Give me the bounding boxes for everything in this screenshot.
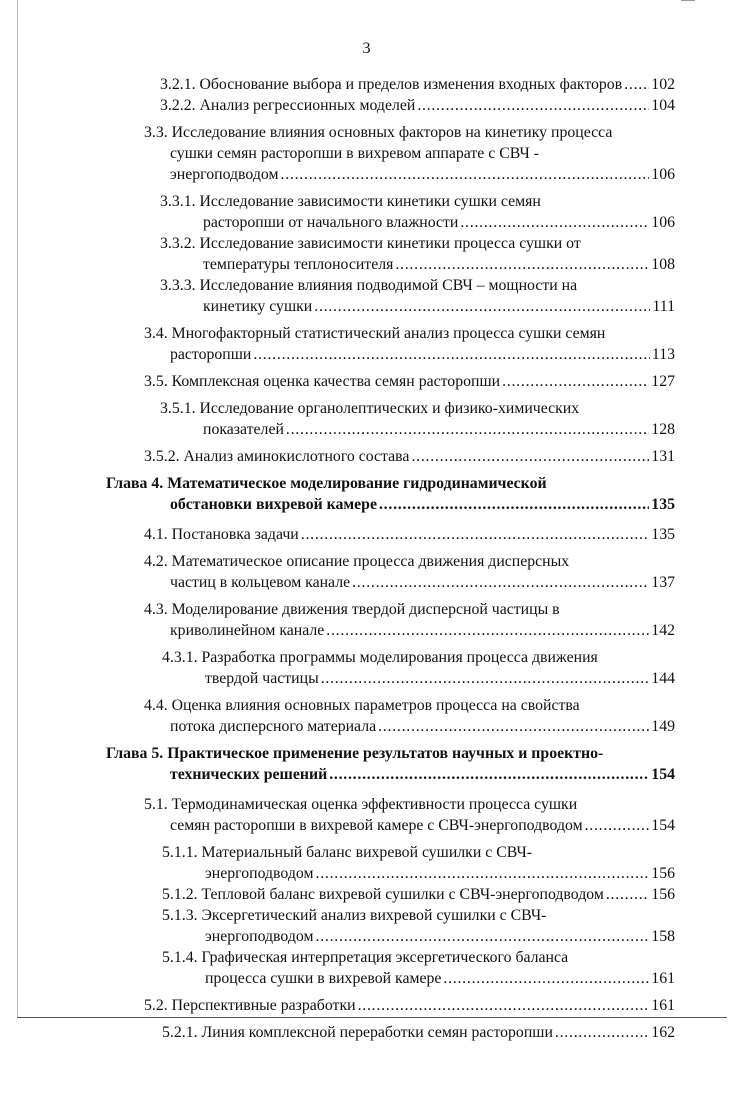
toc-page-number: 142	[651, 622, 675, 639]
toc-entry-3-5-2	[100, 446, 675, 467]
scan-corner-mark	[681, 0, 695, 1]
dot-leader	[417, 95, 649, 116]
toc-page-number: 161	[651, 970, 675, 987]
dot-leader	[606, 884, 649, 905]
toc-entry-4-3	[100, 599, 675, 641]
toc-entry-4-1	[100, 524, 675, 545]
toc-entry-3-2-2	[100, 95, 675, 116]
toc-entry-title: расторопши от начального влажности	[203, 214, 459, 231]
toc-entry-5-2-1	[100, 1022, 675, 1043]
toc-entry-title: криволинейном канале	[170, 622, 325, 639]
toc-entry-title: процесса сушки в вихревой камере	[205, 970, 442, 987]
toc-entry-3-3	[100, 122, 675, 185]
toc-page-number: 111	[652, 298, 675, 315]
dot-leader	[352, 572, 649, 593]
toc-entry-5-1-2	[100, 884, 675, 905]
toc-page-number: 102	[651, 76, 675, 93]
toc-page-number: 137	[651, 574, 675, 591]
dot-leader	[286, 419, 649, 440]
toc-page-number: 127	[651, 373, 675, 390]
toc-entry-title: 5.1.2. Тепловой баланс вихревой сушилки с СВЧ-энергоподводом	[162, 886, 604, 903]
toc-entry-4-3-1	[100, 647, 675, 689]
toc-entry-title-line: 3.4. Многофакторный статистический анализ процесса сушки семян	[144, 325, 606, 342]
toc-entry-title: показателей	[203, 421, 284, 438]
toc-entry-title-line: 3.5.1. Исследование органолептических и физико-химических	[160, 400, 580, 417]
dot-leader	[281, 164, 650, 185]
dot-leader	[321, 668, 650, 689]
toc-entry-title: 3.2.1. Обоснование выбора и пределов изменения входных факторов	[160, 76, 623, 93]
dot-leader	[460, 212, 649, 233]
toc-entry-title: кинетику сушки	[203, 298, 313, 315]
dot-leader	[555, 1022, 649, 1043]
table-of-contents	[100, 74, 675, 1043]
toc-page-number: 162	[651, 1024, 675, 1041]
toc-page-number: 106	[651, 166, 675, 183]
toc-chapter-4	[100, 473, 675, 515]
toc-entry-title: 4.1. Постановка задачи	[144, 526, 299, 543]
toc-entry-title: энергоподводом	[170, 166, 279, 183]
toc-chapter-title: технических решений	[170, 766, 328, 783]
toc-entry-title: 3.5.2. Анализ аминокислотного состава	[144, 448, 410, 465]
dot-leader	[378, 716, 649, 737]
dot-leader	[443, 968, 649, 989]
toc-entry-title-line: 4.3.1. Разработка программы моделирования процесса движения	[162, 649, 598, 666]
toc-entry-3-5	[100, 371, 675, 392]
scan-left-edge	[17, 0, 18, 1017]
toc-page-number: 149	[651, 718, 675, 735]
toc-page-number: 113	[651, 346, 675, 363]
toc-page-number: 158	[651, 928, 675, 945]
toc-entry-3-3-1	[100, 191, 675, 233]
toc-chapter-title-line: Глава 5. Практическое применение результатов научных и проектно-	[106, 745, 604, 762]
toc-entry-5-1-1	[100, 842, 675, 884]
dot-leader	[253, 344, 650, 365]
dot-leader	[624, 74, 649, 95]
dot-leader	[411, 446, 649, 467]
toc-entry-title-line: сушки семян расторопши в вихревом аппарате с СВЧ -	[170, 145, 539, 162]
toc-entry-title: семян расторопши в вихревой камере с СВЧ-энергоподводом	[170, 817, 583, 834]
dot-leader	[301, 524, 650, 545]
toc-entry-title: расторопши	[170, 346, 252, 363]
toc-chapter-title-line: Глава 4. Математическое моделирование гидродинамической	[106, 475, 547, 492]
toc-entry-title-line: 5.1. Термодинамическая оценка эффективности процесса сушки	[144, 796, 578, 813]
toc-entry-title: энергоподводом	[205, 928, 314, 945]
toc-page-number: 135	[651, 526, 675, 543]
dot-leader	[502, 371, 649, 392]
toc-entry-title: частиц в кольцевом канале	[170, 574, 351, 591]
toc-entry-5-1-4	[100, 947, 675, 989]
toc-page-number: 108	[651, 256, 675, 273]
dot-leader	[314, 296, 650, 317]
dot-leader	[585, 815, 650, 836]
toc-page-number: 131	[651, 448, 675, 465]
dot-leader	[316, 926, 650, 947]
toc-entry-title-line: 3.3.1. Исследование зависимости кинетики сушки семян	[160, 193, 541, 210]
toc-entry-5-1-3	[100, 905, 675, 947]
toc-page-number: 106	[651, 214, 675, 231]
toc-entry-title: 5.2.1. Линия комплексной переработки семян расторопши	[162, 1024, 553, 1041]
toc-entry-title-line: 5.1.3. Эксергетический анализ вихревой сушилки с СВЧ-	[162, 907, 547, 924]
toc-entry-title: 3.2.2. Анализ регрессионных моделей	[160, 97, 416, 114]
toc-entry-title: температуры теплоносителя	[203, 256, 394, 273]
toc-entry-title: энергоподводом	[205, 865, 314, 882]
toc-chapter-5	[100, 743, 675, 785]
toc-entry-3-5-1	[100, 398, 675, 440]
toc-chapter-title: обстановки вихревой камере	[170, 496, 377, 513]
toc-entry-5-1	[100, 794, 675, 836]
toc-entry-3-3-2	[100, 233, 675, 275]
toc-entry-title-line: 4.4. Оценка влияния основных параметров процесса на свойства	[144, 697, 580, 714]
toc-page-number: 128	[651, 421, 675, 438]
toc-entry-title: потока дисперсного материала	[170, 718, 377, 735]
toc-page-number: 104	[651, 97, 675, 114]
toc-entry-5-2	[100, 995, 675, 1016]
toc-page-number: 156	[651, 886, 675, 903]
toc-page-number: 144	[651, 670, 675, 687]
toc-entry-title-line: 4.2. Математическое описание процесса движения дисперсных	[144, 553, 570, 570]
toc-entry-title-line: 3.3.2. Исследование зависимости кинетики процесса сушки от	[160, 235, 581, 252]
toc-page-number: 154	[651, 817, 675, 834]
toc-entry-title-line: 5.1.4. Графическая интерпретация эксергетического баланса	[162, 949, 569, 966]
toc-entry-title-line: 3.3. Исследование влияния основных факторов на кинетику процесса	[144, 124, 613, 141]
toc-entry-title: твердой частицы	[205, 670, 319, 687]
toc-entry-title-line: 3.3.3. Исследование влияния подводимой СВЧ – мощности на	[160, 277, 578, 294]
toc-page-number: 135	[651, 496, 675, 513]
toc-page-number: 154	[651, 766, 675, 783]
toc-entry-4-4	[100, 695, 675, 737]
dot-leader	[358, 995, 650, 1016]
dot-leader	[326, 620, 649, 641]
toc-entry-title-line: 5.1.1. Материальный баланс вихревой сушилки с СВЧ-	[162, 844, 533, 861]
toc-entry-3-2-1	[100, 74, 675, 95]
toc-entry-title-line: 4.3. Моделирование движения твердой дисперсной частицы в	[144, 601, 560, 618]
dot-leader	[329, 764, 649, 785]
toc-entry-title: 3.5. Комплексная оценка качества семян расторопши	[144, 373, 501, 390]
toc-entry-title: 5.2. Перспективные разработки	[144, 997, 356, 1014]
page-number: 3	[362, 40, 371, 57]
dot-leader	[379, 494, 649, 515]
dot-leader	[316, 863, 650, 884]
toc-page-number: 156	[651, 865, 675, 882]
toc-entry-4-2	[100, 551, 675, 593]
toc-entry-3-4	[100, 323, 675, 365]
toc-entry-3-3-3	[100, 275, 675, 317]
dot-leader	[395, 254, 649, 275]
toc-page-number: 161	[651, 997, 675, 1014]
